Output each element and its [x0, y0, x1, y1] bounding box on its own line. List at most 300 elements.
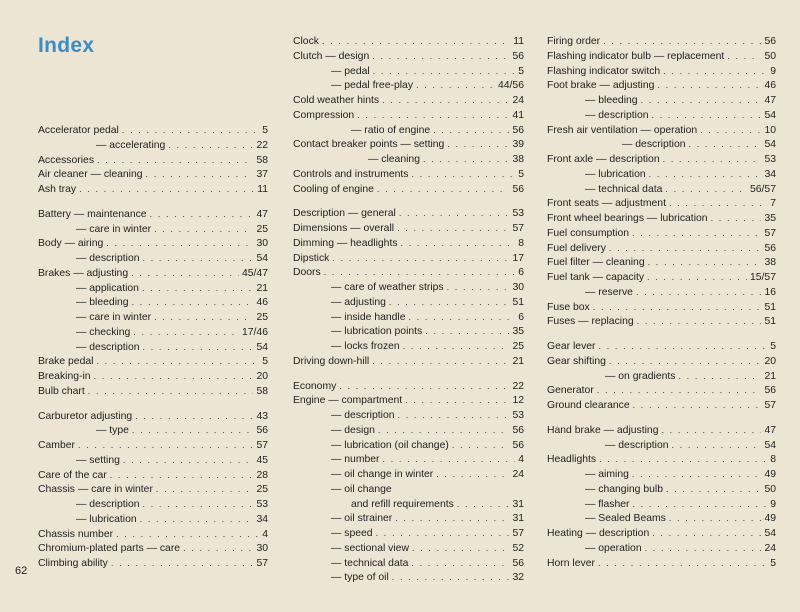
index-entry: [38, 438, 268, 453]
dot-leader: [110, 468, 254, 483]
index-entry-term: Ground clearance: [547, 400, 630, 411]
index-entry: [585, 511, 776, 526]
index-entry-term: — changing bulb: [585, 483, 663, 495]
index-entry: [38, 167, 268, 182]
index-entry-term: — type of oil: [331, 572, 389, 584]
index-entry-page: 37: [256, 169, 268, 181]
index-entry-page: 35: [512, 326, 524, 338]
index-entry: [293, 251, 524, 266]
index-entry-page: 47: [764, 424, 776, 436]
dot-leader: [603, 34, 761, 49]
index-entry-term: Front axle — description: [547, 154, 660, 165]
dot-leader: [412, 167, 516, 182]
dot-leader: [597, 383, 762, 398]
index-entry: [331, 78, 524, 93]
index-entry-term: — locks frozen: [331, 341, 400, 352]
index-entry: [547, 556, 776, 571]
index-entry: [331, 280, 524, 295]
dot-leader: [372, 354, 509, 369]
dot-leader: [94, 369, 254, 384]
index-entry-term: Clutch — design: [293, 50, 370, 62]
index-entry-term: — aiming: [585, 469, 629, 480]
dot-leader: [79, 182, 254, 197]
index-entry-term: — on gradients: [605, 370, 676, 382]
dot-leader: [154, 222, 253, 237]
index-entry: [331, 452, 524, 467]
index-entry: [351, 123, 524, 138]
dot-leader: [609, 354, 762, 369]
index-entry: [331, 423, 524, 438]
index-entry: [38, 556, 268, 571]
dot-leader: [383, 452, 516, 467]
index-entry-page: 5: [262, 125, 268, 136]
index-entry-page: 17: [512, 252, 524, 264]
index-entry: [38, 409, 268, 424]
dot-leader: [666, 482, 761, 497]
dot-leader: [645, 541, 762, 556]
index-entry-page: 34: [764, 168, 776, 180]
index-entry: [547, 383, 776, 398]
index-entry-term: Clock: [293, 36, 319, 47]
index-entry-page: 54: [764, 528, 776, 539]
dot-leader: [700, 123, 761, 138]
index-entry-page: 51: [512, 296, 524, 308]
index-entry: [547, 255, 776, 270]
dot-leader: [143, 497, 254, 512]
dot-leader: [322, 34, 510, 49]
index-entry: [547, 241, 776, 256]
index-entry-term: — care in winter: [76, 223, 152, 235]
index-entry-page: 24: [764, 542, 776, 554]
dot-leader: [657, 78, 761, 93]
index-entry-page: 11: [257, 184, 268, 195]
index-entry: [38, 354, 268, 369]
dot-leader: [599, 452, 767, 467]
index-entry-term: Controls and instruments: [293, 168, 409, 180]
index-entry-term: — oil change in winter: [331, 469, 434, 480]
index-entry: [293, 206, 524, 221]
index-entry-term: Driving down-hill: [293, 355, 370, 367]
index-entry-term: Horn lever: [547, 557, 595, 569]
index-entry-page: 57: [764, 400, 776, 411]
dot-leader: [382, 93, 509, 108]
dot-leader: [649, 167, 762, 182]
dot-leader: [403, 339, 510, 354]
index-entry-page: 52: [512, 542, 524, 554]
index-entry-term: — lubrication: [76, 513, 137, 525]
index-entry: [547, 78, 776, 93]
index-entry-term: Bulb chart: [38, 385, 85, 397]
index-entry: [547, 526, 776, 541]
index-entry: [293, 221, 524, 236]
index-entry: [38, 153, 268, 168]
index-entry-term: Fuel consumption: [547, 227, 630, 239]
index-entry-term: — lubrication (oil change): [331, 439, 449, 451]
index-entry-term: Cooling of engine: [293, 183, 374, 195]
index-entry: [38, 123, 268, 138]
index-entry-page: 10: [764, 124, 776, 136]
dot-leader: [376, 526, 510, 541]
dot-leader: [156, 482, 254, 497]
index-entry-term: — technical data: [585, 183, 663, 195]
index-entry-page: 39: [512, 139, 524, 151]
index-entry: [293, 49, 524, 64]
dot-leader: [378, 423, 510, 438]
dot-leader: [663, 152, 762, 167]
index-entry: [38, 369, 268, 384]
index-entry-term: — description: [76, 253, 140, 264]
index-entry-page: 56: [512, 424, 524, 436]
index-entry-term: Dimensions — overall: [293, 223, 395, 234]
index-entry-page: 54: [764, 139, 776, 151]
index-entry-term: — technical data: [331, 557, 409, 569]
index-entry-page: 20: [764, 355, 776, 367]
index-entry-term: Engine — compartment: [293, 395, 403, 407]
index-entry-term: Carburetor adjusting: [38, 410, 133, 422]
index-entry-page: 11: [513, 36, 524, 47]
index-entry: [331, 324, 524, 339]
index-entry-term: Cold weather hints: [293, 95, 380, 106]
index-entry-page: 28: [256, 469, 268, 481]
dot-leader: [637, 314, 762, 329]
index-entry-page: 5: [518, 168, 524, 180]
dot-leader: [411, 556, 509, 571]
index-entry-term: Gear lever: [547, 341, 596, 352]
index-entry: [293, 236, 524, 251]
index-entry-term: Gear shifting: [547, 355, 606, 367]
index-entry-term: Ash tray: [38, 184, 77, 195]
dot-leader: [633, 398, 762, 413]
dot-leader: [332, 251, 509, 266]
index-entry-page: 54: [764, 109, 776, 121]
index-entry: [38, 236, 268, 251]
index-entry-term: Fuse box: [547, 301, 590, 313]
dot-leader: [663, 64, 767, 79]
index-entry: [547, 226, 776, 241]
index-entry: [293, 93, 524, 108]
index-entry: [38, 468, 268, 483]
index-entry: [293, 182, 524, 197]
index-entry-term: Brakes — adjusting: [38, 267, 129, 279]
index-entry: [547, 314, 776, 329]
index-entry: [585, 541, 776, 556]
page-number: 62: [15, 565, 28, 577]
index-entry: [547, 49, 776, 64]
index-entry-term: — reserve: [585, 286, 633, 298]
page-title: Index: [38, 34, 95, 57]
index-entry: [605, 438, 776, 453]
index-entry: [547, 34, 776, 49]
index-entry-term: Doors: [293, 267, 321, 279]
index-entry: [293, 379, 524, 394]
index-entry-page: 43: [256, 410, 268, 422]
dot-leader: [132, 295, 254, 310]
index-entry-term: — number: [331, 454, 380, 466]
index-entry-term: — type: [96, 425, 129, 437]
index-entry-page: 53: [512, 410, 524, 421]
index-entry-term: — care in winter: [76, 312, 152, 323]
index-entry: [331, 64, 524, 79]
index-entry-term: Compression: [293, 109, 355, 121]
index-entry-page: 38: [764, 257, 776, 269]
index-entry-page: 53: [512, 208, 524, 220]
index-entry-term: Fresh air ventilation — operation: [547, 124, 698, 136]
index-entry: [585, 482, 776, 497]
dot-leader: [665, 182, 747, 197]
index-entry-term: — description: [76, 499, 140, 510]
index-entry-term: — operation: [585, 542, 642, 554]
index-entry-page: 58: [256, 385, 268, 397]
index-entry-page: 6: [518, 267, 524, 279]
dot-leader: [373, 64, 516, 79]
dot-leader: [389, 295, 510, 310]
index-entry: [547, 211, 776, 226]
index-entry-page: 47: [764, 95, 776, 106]
dot-leader: [377, 182, 510, 197]
index-entry-page: 49: [764, 469, 776, 480]
index-entry: [331, 467, 524, 482]
dot-leader: [598, 556, 767, 571]
index-entry-page: 54: [256, 341, 268, 353]
dot-leader: [436, 467, 509, 482]
index-entry-term: Front seats — adjustment: [547, 198, 666, 210]
index-entry: [605, 369, 776, 384]
index-entry-page: 21: [512, 355, 524, 367]
index-entry-page: 30: [256, 543, 268, 555]
index-entry-page: 12: [512, 395, 524, 407]
index-entry-page: 57: [512, 528, 524, 539]
index-entry-page: 53: [764, 154, 776, 165]
index-entry: [293, 354, 524, 369]
index-entry-page: 56: [512, 557, 524, 569]
index-entry: [547, 300, 776, 315]
index-entry: [293, 137, 524, 152]
index-entry: [76, 497, 268, 512]
index-entry-term: Headlights: [547, 454, 597, 466]
dot-leader: [142, 281, 253, 296]
index-entry-term: — description: [585, 109, 649, 121]
index-entry-page: 56/57: [749, 183, 776, 195]
index-entry: [293, 108, 524, 123]
index-entry-page: 57: [256, 558, 268, 569]
dot-leader: [669, 511, 762, 526]
index-entry-page: 6: [518, 311, 524, 323]
index-entry-page: 50: [764, 50, 776, 62]
dot-leader: [416, 78, 495, 93]
dot-leader: [593, 300, 762, 315]
dot-leader: [131, 266, 239, 281]
index-entry: [38, 384, 268, 399]
index-entry-page: 8: [518, 237, 524, 249]
index-entry-term: Camber: [38, 440, 75, 451]
index-entry-term: Dimming — headlights: [293, 237, 398, 249]
index-entry: [585, 182, 776, 197]
dot-leader: [111, 556, 254, 571]
index-entry-term: — description: [76, 341, 140, 353]
index-entry-term: — description: [331, 410, 395, 421]
index-entry: [547, 196, 776, 211]
index-entry-term: Generator: [547, 385, 594, 397]
index-entry: [331, 541, 524, 556]
index-entry-term: Firing order: [547, 36, 601, 47]
dot-leader: [678, 369, 761, 384]
dot-leader: [339, 379, 509, 394]
index-entry-page: 54: [764, 439, 776, 451]
index-entry-term: Care of the car: [38, 469, 107, 481]
index-entry-page: 57: [764, 227, 776, 239]
index-entry: [331, 526, 524, 541]
index-entry-term: Breaking-in: [38, 371, 91, 382]
index-entry-page: 56: [512, 439, 524, 451]
index-entry: [331, 438, 524, 453]
index-entry: [38, 182, 268, 197]
index-entry-term: Battery — maintenance: [38, 208, 147, 220]
index-entry-page: 5: [518, 65, 524, 77]
dot-leader: [88, 384, 254, 399]
index-entry-term: Accelerator pedal: [38, 125, 119, 136]
index-entry-page: 56: [512, 50, 524, 62]
index-entry-term: Dipstick: [293, 252, 330, 264]
index-entry-term: Air cleaner — cleaning: [38, 169, 143, 181]
index-entry-term: Flashing indicator bulb — replacement: [547, 50, 725, 62]
index-entry-term: Fuel filter — cleaning: [547, 257, 645, 269]
dot-leader: [423, 152, 509, 167]
index-entry-term: — pedal free-play: [331, 80, 414, 92]
dot-leader: [641, 93, 762, 108]
dot-leader: [405, 393, 509, 408]
index-entry-page: 56: [764, 36, 776, 47]
index-entry: [38, 207, 268, 222]
index-entry-page: 8: [770, 454, 776, 466]
index-entry-page: 16: [764, 286, 776, 298]
index-entry-term: Body — airing: [38, 238, 104, 250]
dot-leader: [447, 137, 509, 152]
index-entry: [331, 408, 524, 423]
index-entry-term: — description: [605, 439, 669, 451]
index-entry: [547, 123, 776, 138]
dot-leader: [324, 265, 516, 280]
index-entry: [622, 137, 776, 152]
dot-leader: [96, 354, 259, 369]
index-entry: [38, 527, 268, 542]
index-entry-term: — lubrication points: [331, 326, 423, 338]
index-entry: [547, 339, 776, 354]
index-entry: [96, 423, 268, 438]
dot-leader: [133, 325, 239, 340]
dot-leader: [632, 497, 767, 512]
index-entry-page: 20: [256, 371, 268, 382]
index-entry-page: 47: [256, 208, 268, 220]
index-entry-page: 51: [764, 316, 776, 328]
dot-leader: [652, 108, 762, 123]
index-entry-term: — oil change: [331, 483, 392, 495]
index-entry-page: 54: [256, 253, 268, 264]
index-entry: [331, 556, 524, 571]
index-entry: [331, 339, 524, 354]
dot-leader: [122, 123, 259, 138]
dot-leader: [116, 527, 259, 542]
index-entry: [293, 265, 524, 280]
dot-leader: [143, 251, 254, 266]
index-entry-page: 57: [256, 440, 268, 451]
index-entry-page: 25: [256, 484, 268, 496]
dot-leader: [143, 340, 254, 355]
dot-leader: [447, 280, 510, 295]
index-entry-page: 49: [764, 513, 776, 525]
dot-leader: [689, 137, 762, 152]
index-entry: [76, 281, 268, 296]
index-entry: [76, 295, 268, 310]
dot-leader: [140, 512, 254, 527]
index-entry: [585, 467, 776, 482]
dot-leader: [97, 153, 253, 168]
index-entry-page: 4: [518, 454, 524, 466]
index-entry-term: — lubrication: [585, 168, 646, 180]
index-entry: [76, 512, 268, 527]
index-entry: [331, 511, 524, 526]
index-entry-page: 9: [770, 65, 776, 77]
index-entry: [331, 310, 524, 325]
index-entry-term: Flashing indicator switch: [547, 65, 661, 77]
index-entry-page: 25: [256, 312, 268, 323]
index-entry-page: 50: [764, 483, 776, 495]
dot-leader: [647, 270, 747, 285]
index-entry-term: — flasher: [585, 498, 630, 510]
index-entry-term: Fuses — replacing: [547, 316, 634, 328]
index-entry-term: Chassis — care in winter: [38, 484, 153, 496]
index-entry-term: — adjusting: [331, 296, 386, 308]
index-entry: [585, 93, 776, 108]
index-entry-term: Economy: [293, 380, 337, 392]
index-entry-page: 5: [770, 341, 776, 352]
index-entry: [293, 34, 524, 49]
dot-leader: [409, 310, 516, 325]
index-entry-page: 34: [256, 513, 268, 525]
index-entry-page: 17/46: [241, 326, 268, 338]
index-entry: [585, 167, 776, 182]
dot-leader: [648, 255, 762, 270]
index-entry-term: Front wheel bearings — lubrication: [547, 213, 708, 224]
index-entry: [547, 354, 776, 369]
index-entry-page: 32: [512, 572, 524, 584]
index-entry-page: 22: [512, 380, 524, 392]
dot-leader: [398, 408, 510, 423]
index-entry-term: Accessories: [38, 154, 95, 166]
index-entry-page: 24: [512, 95, 524, 106]
dot-leader: [672, 438, 762, 453]
index-entry: [38, 482, 268, 497]
index-entry-page: 25: [512, 341, 524, 352]
index-entry-page: 58: [256, 154, 268, 166]
dot-leader: [154, 310, 253, 325]
index-entry-term: — application: [76, 282, 139, 294]
index-entry-term: — setting: [76, 454, 120, 466]
dot-leader: [78, 438, 253, 453]
index-entry-page: 21: [764, 370, 776, 382]
dot-leader: [727, 49, 761, 64]
dot-leader: [632, 467, 762, 482]
index-entry-term: — accelerating: [96, 139, 166, 151]
index-entry-page: 56: [256, 425, 268, 437]
index-entry-page: 44/56: [497, 80, 524, 92]
index-entry-page: 31: [512, 498, 524, 510]
index-entry: [547, 423, 776, 438]
dot-leader: [132, 423, 254, 438]
index-entry-page: 9: [770, 498, 776, 510]
index-entry-term: Climbing ability: [38, 558, 108, 569]
index-entry: [293, 393, 524, 408]
dot-leader: [652, 526, 761, 541]
